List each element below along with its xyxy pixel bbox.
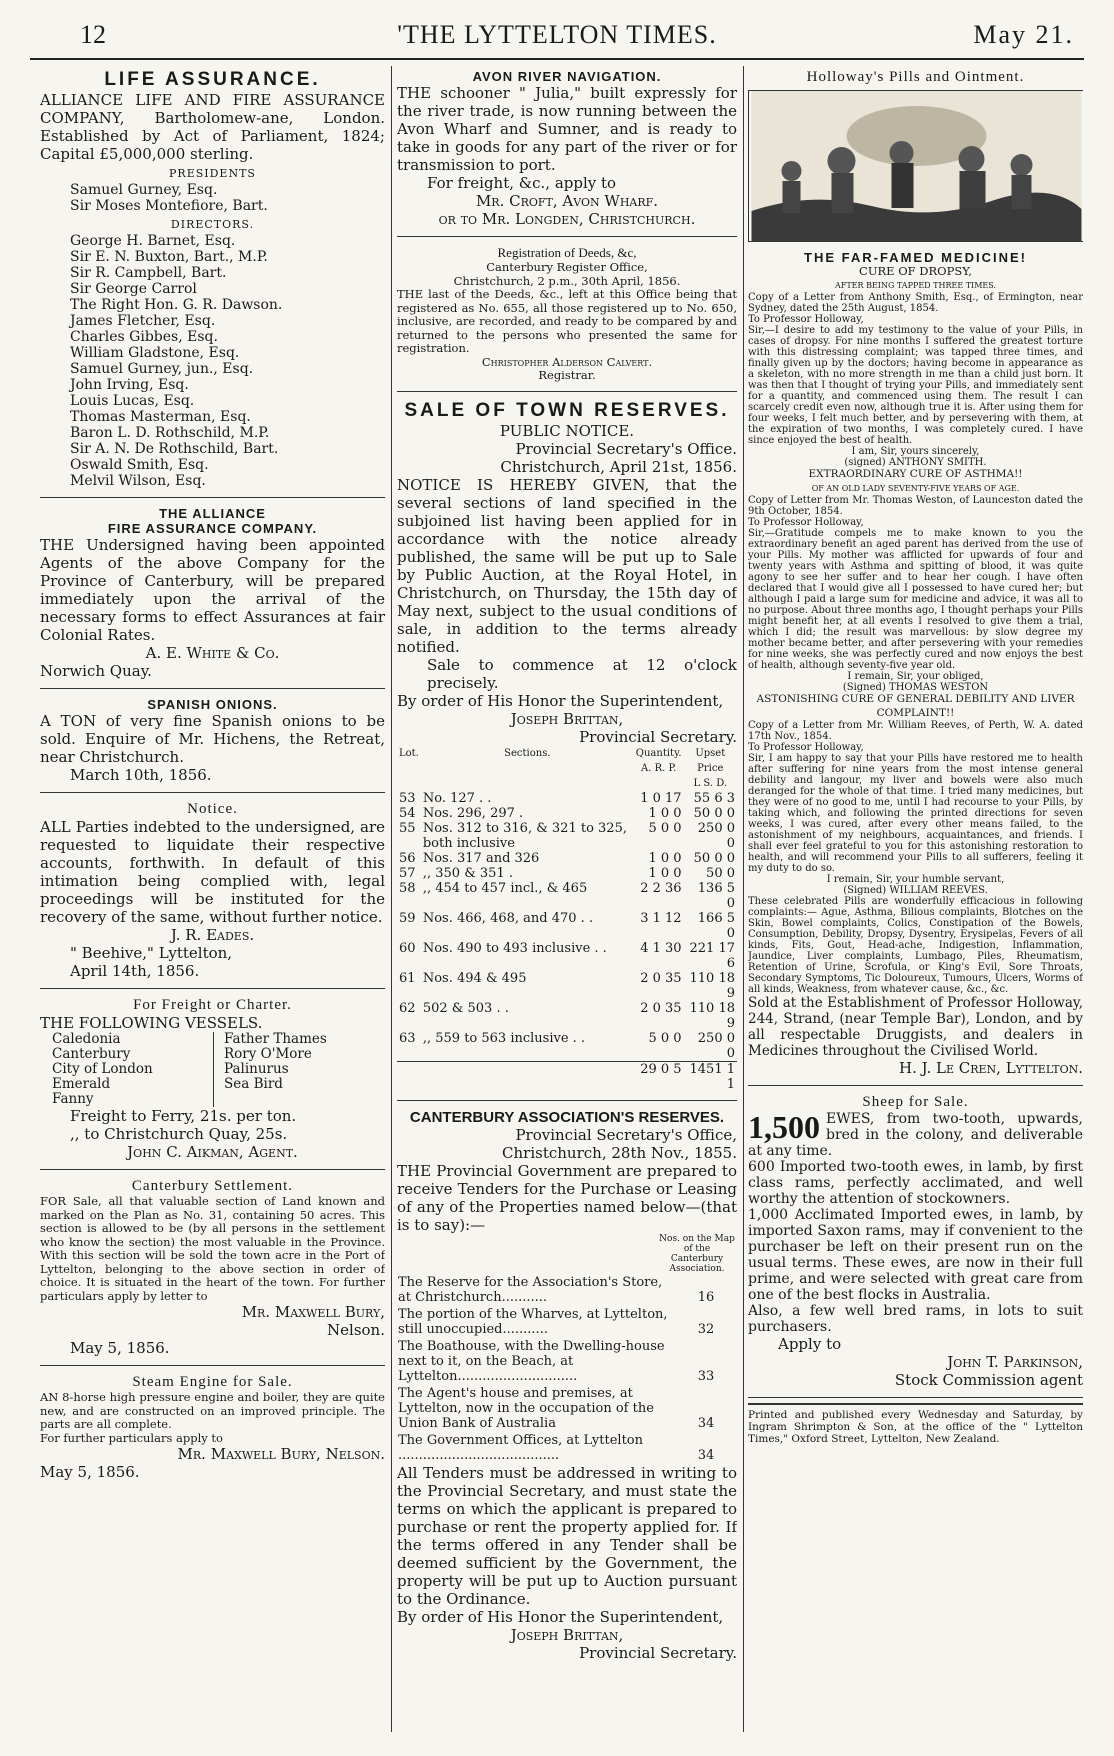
column-1 <box>40 66 385 1736</box>
table-header <box>397 746 737 791</box>
ad-body: 1,500 EWES, from two-tooth, upwards, bred in the colony, and deliverable at any time. <box>748 1109 1083 1159</box>
ad-signer: Mr. Maxwell Bury, Nelson. <box>177 1445 385 1463</box>
lots-table <box>397 746 737 1092</box>
ad-body: ALLIANCE LIFE AND FIRE ASSURANCE COMPANY, Bartholomew-ane, London. Established by Act of Parliament, 1824; Capital £5,000,000 sterling. <box>40 91 385 163</box>
ad-body: A TON of very fine Spanish onions to be sold. Enquire of Mr. Hichens, the Retreat, near Christchurch. <box>40 712 385 766</box>
ad-body: AN 8-horse high pressure engine and boiler, they are quite new, and are constructed on an improved principle. The parts are all complete. <box>40 1390 385 1431</box>
table-row: 53 No. 127 . . 1 0 17 55 6 3 <box>399 790 735 806</box>
table-row: The Reserve for the Association's Store, at Christchurch........... 16 <box>398 1274 715 1305</box>
name-line: Thomas Masterman, Esq. <box>70 409 251 425</box>
col-sections: Sections. <box>504 747 551 759</box>
directors-list <box>40 233 385 489</box>
table-row: The portion of the Wharves, at Lyttelton, still unoccupied........... 32 <box>398 1306 715 1337</box>
name-line: Sir E. N. Buxton, Bart., M.P. <box>70 249 268 265</box>
ad-body: 1,000 Acclimated Imported ewes, in lamb, by imported Saxon rams, may if convenient to the purchaser be left on their present run on the usual terms. These ewes, are now in their full prime, and were selected with great care from one of the best flocks in Australia. <box>748 1207 1083 1303</box>
table-row: The Agent's house and premises, at Lyttelton, now in the occupation of the Union Bank of Australia 34 <box>398 1385 715 1431</box>
ad-heading: Registration of Deeds, &c, <box>497 245 637 260</box>
newspaper-title: 'THE LYTTELTON TIMES. <box>397 20 717 49</box>
commence-line: Sale to commence at 12 o'clock precisely. <box>427 655 737 692</box>
ad-apply: Apply to <box>778 1335 842 1353</box>
ad-apply: For freight, &c., apply to <box>427 174 617 192</box>
testimonial-close: I remain, Sir, your obliged, <box>847 671 984 682</box>
ad-subheading: FIRE ASSURANCE COMPANY. <box>107 521 318 536</box>
printer-imprint: Printed and published every Wednesday and Saturday, by Ingram Shrimpton & Son, at the office of the " Lyttelton Times," Oxford Street, Lyttelton, New Zealand. <box>748 1403 1083 1445</box>
ewe-count: 1,500 <box>748 1109 820 1145</box>
vessel-name: Caledonia <box>52 1031 121 1047</box>
name-line: John Irving, Esq. <box>70 377 189 393</box>
ad-body: Also, a few well bred rams, in lots to suit purchasers. <box>748 1303 1083 1335</box>
ad-heading: SALE OF TOWN RESERVES. <box>404 399 730 421</box>
ad-body: THE Undersigned having been appointed Agents of the above Company for the Province of Canterbury, will be prepared immediately upon the arrival of the necessary forms to effect Assurances at fair Colonial Rates. <box>40 536 385 644</box>
testimonial-heading: EXTRAORDINARY CURE OF ASTHMA!! <box>808 468 1023 480</box>
vessel-name: Rory O'More <box>224 1046 312 1062</box>
col-upset-price: Upset Price L S. D. <box>693 747 728 789</box>
column-3 <box>748 66 1083 1736</box>
map-col-label: Nos. on the Map of the Canterbury Association. <box>659 1233 735 1274</box>
ad-heading: Sheep for Sale. <box>862 1094 969 1110</box>
testimonial-salutation: To Professor Holloway, <box>748 517 864 528</box>
presidents-list <box>40 182 385 214</box>
ad-title: Provincial Secretary. <box>579 1643 737 1662</box>
testimonial-heading: ASTONISHING CURE OF GENERAL DEBILITY AND LIVER COMPLAINT!! <box>756 693 1075 719</box>
office-line: Canterbury Register Office, <box>486 260 648 274</box>
column-divider <box>391 66 392 1732</box>
engraving-illustration <box>748 90 1083 242</box>
col-lot: Lot. <box>399 747 419 759</box>
issue-date: May 21. <box>973 20 1074 49</box>
testimonial-intro: Copy of a Letter from Mr. William Reeves, of Perth, W. A. dated 17th Nov., 1854. <box>748 720 1083 742</box>
vessel-name: Palinurus <box>224 1061 289 1077</box>
testimonial-intro: Copy of Letter from Mr. Thomas Weston, of Launceston dated the 9th October, 1854. <box>748 495 1083 517</box>
testimonial-salutation: To Professor Holloway, <box>748 742 864 753</box>
name-line: Sir Moses Montefiore, Bart. <box>70 198 268 214</box>
ad-date: March 10th, 1856. <box>70 766 212 784</box>
ad-title: Stock Commission agent <box>894 1371 1083 1389</box>
ad-place: " Beehive," Lyttelton, <box>70 944 233 962</box>
ad-apply: For further particulars apply to <box>40 1430 223 1445</box>
freight-rate: Freight to Ferry, 21s. per ton. <box>70 1107 297 1125</box>
steam-engine-ad <box>40 1371 385 1489</box>
presidents-label: PRESIDENTS <box>169 167 256 180</box>
column-divider <box>743 66 744 1732</box>
testimonial-body: Sir,—Gratitude compels me to make known to you the extraordinary benefit an aged parent has derived from the use of your Pills. My mother was afflicted for upwards of four and twenty years with Asthma and spitting of blood, it was quite agony to see her suffer and to hear her cough. I have often declared that I would give all I possessed to have cured her; but although I paid a large sum for medicine and advice, it was all to no purpose. About three months ago, I thought perhaps your Pills might benefit her, at all events I resolved to give them a trial, which I did; the result was marvellous: by slow degree my mother became better, and after persevering with your remedies for nine weeks, she was perfectly cured and now enjoys the best of health, although seventy-five year old. <box>748 528 1083 671</box>
contact-line: Mr. Croft, Avon Wharf. <box>475 192 659 210</box>
ad-place: Norwich Quay. <box>40 662 152 680</box>
name-line: Baron L. D. Rothschild, M.P. <box>70 425 270 441</box>
column-2 <box>397 66 737 1736</box>
vessel-name: City of London <box>52 1061 153 1077</box>
ad-heading: CANTERBURY ASSOCIATION'S RESERVES. <box>409 1108 725 1126</box>
name-line: Sir A. N. De Rothschild, Bart. <box>70 441 279 457</box>
ad-signer: Mr. Maxwell Bury, <box>241 1303 385 1321</box>
holloway-ad <box>748 66 1083 1086</box>
name-line: Samuel Gurney, jun., Esq. <box>70 361 254 377</box>
ad-signer: John T. Parkinson, <box>947 1353 1083 1371</box>
registration-deeds-ad <box>397 242 737 392</box>
ad-heading: LIFE ASSURANCE. <box>104 69 321 90</box>
table-row: 59 Nos. 466, 468, and 470 . . 3 1 12 166 5 0 <box>399 910 735 941</box>
table-row: 58 ,, 454 to 457 incl., & 465 2 2 36 136 5 0 <box>399 880 735 911</box>
ad-heading: Steam Engine for Sale. <box>132 1374 293 1390</box>
ad-body: FOR Sale, all that valuable section of Land known and marked on the Plan as No. 31, containing 50 acres. This section is allowed to be (by all persons in the settlement who know the section) the most valuable in the Province. With this section will be sold the town acre in the Port of Lyttelton, belonging to the above section in order of choice. It is situated in the heart of the town. For further particulars apply by letter to <box>40 1194 385 1303</box>
table-row: 55 Nos. 312 to 316, & 321 to 325, both inclusive 5 0 0 250 0 0 <box>399 820 735 851</box>
tagline: THE FAR-FAMED MEDICINE! <box>804 250 1027 265</box>
table-total-row: 29 0 5 1451 1 1 <box>397 1061 737 1092</box>
vessel-name: Father Thames <box>224 1031 327 1047</box>
ad-place: Nelson. <box>327 1321 385 1339</box>
name-line: Oswald Smith, Esq. <box>70 457 209 473</box>
ad-title: Provincial Secretary. <box>579 727 737 746</box>
vessel-list <box>40 1032 385 1107</box>
testimonial-subheading: AFTER BEING TAPPED THREE TIMES. <box>835 280 996 290</box>
vessel-list-left <box>52 1032 214 1107</box>
ad-subheading: PUBLIC NOTICE. <box>499 421 635 440</box>
ad-signer: Joseph Brittan, <box>510 1625 624 1644</box>
testimonial-sign: (Signed) WILLIAM REEVES. <box>843 885 988 896</box>
ad-title: Registrar. <box>538 368 596 382</box>
table-row: 61 Nos. 494 & 495 2 0 35 110 18 9 <box>399 970 735 1001</box>
association-reserves-ad <box>397 1106 737 1670</box>
table-row: 56 Nos. 317 and 326 1 0 0 50 0 0 <box>399 850 735 866</box>
testimonial-subheading: OF AN OLD LADY SEVENTY-FIVE YEARS OF AGE. <box>811 483 1020 493</box>
ad-date: April 14th, 1856. <box>70 962 200 980</box>
testimonial-sign: (Signed) THOMAS WESTON <box>842 682 989 693</box>
ad-heading: Canterbury Settlement. <box>131 1178 294 1194</box>
ad-heading: SPANISH ONIONS. <box>147 697 278 712</box>
testimonial-body: Sir,—I desire to add my testimony to the value of your Pills, in cases of dropsy. For nine months I suffered the greatest torture with this distressing complaint; was tapped three times, and finally given up by the doctors; having become in appearance as a skeleton, with no more strength in me than a child just born. It was then that I thought of trying your Pills, and immediately sent for a quantity, and commenced using them. The result I can scarcely credit even now, although true it is. After using them for four weeks, I felt much better, and by persevering with them, at the expiration of two months, I was completely cured. I have since enjoyed the best of health. <box>748 325 1083 446</box>
testimonial-sign: (signed) ANTHONY SMITH. <box>844 457 987 468</box>
ad-date: May 5, 1856. <box>70 1339 170 1357</box>
vessel-name: Fanny <box>52 1091 94 1107</box>
complaints-list: These celebrated Pills are wonderfully efficacious in following complaints:— Ague, Asthma, Bilious complaints, Blotches on the Skin, Bowel complaints, Colics, Constipation of the Bowels, Consumption, Debility, Dropsy, Dysentry, Erysipelas, Fevers of all kinds, Fits, Gout, Head-ache, Indigestion, Inflammation, Jaundice, Liver complaints, Lumbago, Piles, Rheumatism, Retention of Urine, Scrofula, or King's Evil, Sore Throats, Secondary Symptoms, Tic Doloureux, Tumours, Ulcers, Worms of all kinds, Weakness, from whatever cause, &c., &c. <box>748 896 1083 995</box>
testimonial-heading: CURE OF DROPSY, <box>859 264 972 278</box>
freight-charter-ad <box>40 994 385 1170</box>
tenders-body: All Tenders must be addressed in writing to the Provincial Secretary, and must state the terms on which the applicant is prepared to purchase or rent the property applied for. If the terms offered in any Tender shall be deemed sufficient by the Government, the property will be put up to Auction pursuant to the Ordinance. <box>397 1463 737 1608</box>
ad-signer: J. R. Eades. <box>170 926 255 944</box>
table-row: The Government Offices, at Lyttelton ....................................... 34 <box>398 1432 715 1463</box>
col-quantity: Quantity. A. R. P. <box>635 747 682 774</box>
fire-assurance-ad <box>40 503 385 689</box>
name-line: Melvil Wilson, Esq. <box>70 473 206 489</box>
ad-signer: Christopher Alderson Calvert. <box>481 354 653 369</box>
vessel-name: Emerald <box>52 1076 111 1092</box>
vessels-lead: THE FOLLOWING VESSELS. <box>40 1014 263 1032</box>
canterbury-settlement-ad <box>40 1175 385 1366</box>
order-line: By order of His Honor the Superintendent, <box>397 691 724 710</box>
office-line: Provincial Secretary's Office, <box>515 1125 737 1144</box>
testimonial-salutation: To Professor Holloway, <box>748 314 864 325</box>
testimonial-intro: Copy of a Letter from Anthony Smith, Esq., of Ermington, near Sydney, dated the 25th August, 1854. <box>748 292 1083 314</box>
ad-heading: THE ALLIANCE <box>159 506 266 521</box>
ad-body: 600 Imported two-tooth ewes, in lamb, by first class rams, perfectly acclimated, and well worthy the attention of stockowners. <box>748 1159 1083 1207</box>
vessel-name: Canterbury <box>52 1046 131 1062</box>
ad-signer: Joseph Brittan, <box>510 709 624 728</box>
testimonial-body: Sir, I am happy to say that your Pills have restored me to health after suffering for nine years from the most intense general debility and langour, my liver and bowels were also much deranged for the whole of that time. I tried many medicines, but they were of no good to me, until I had recourse to your Pills, by taking which, and following the printed directions for seven weeks, I was cured, after every other means failed, to the astonishment of my neighbours, acquaintances, and friends. I shall ever feel grateful to you for this astonishing restoration to health, and will recommend your Pills to all sufferers, feeling it my duty to do so. <box>748 753 1083 874</box>
life-assurance-ad <box>40 66 385 498</box>
table-row: 54 Nos. 296, 297 . 1 0 0 50 0 0 <box>399 805 735 821</box>
ad-heading: Holloway's Pills and Ointment. <box>806 69 1025 85</box>
name-line: James Fletcher, Esq. <box>70 313 216 329</box>
name-line: Sir R. Campbell, Bart. <box>70 265 227 281</box>
name-line: Sir George Carrol <box>70 281 197 297</box>
table-row: 63 ,, 559 to 563 inclusive . . 5 0 0 250 0 0 <box>399 1030 735 1061</box>
sheep-sale-ad <box>748 1091 1083 1398</box>
ad-heading: Notice. <box>187 801 238 817</box>
spanish-onions-ad <box>40 694 385 793</box>
name-line: Louis Lucas, Esq. <box>70 393 195 409</box>
vessel-name: Sea Bird <box>224 1076 283 1092</box>
page-number: 12 <box>80 20 106 49</box>
avon-river-ad <box>397 66 737 237</box>
name-line: William Gladstone, Esq. <box>70 345 240 361</box>
ad-signer: John C. Aikman, Agent. <box>127 1143 298 1161</box>
ad-agent: H. J. Le Cren, Lyttelton. <box>899 1059 1083 1077</box>
table-row: 62 502 & 503 . . 2 0 35 110 18 9 <box>399 1000 735 1031</box>
vessel-list-right <box>224 1032 385 1107</box>
name-line: The Right Hon. G. R. Dawson. <box>70 297 283 313</box>
sold-at: Sold at the Establishment of Professor Holloway, 244, Strand, (near Temple Bar), London, and by all respectable Druggists, and dealers in Medicines throughout the Civilised World. <box>748 995 1083 1059</box>
properties-table <box>397 1274 737 1464</box>
ad-body: THE last of the Deeds, &c., left at this Office being that registered as No. 655, all those registered up to No. 650, inclusive, are recorded, and ready to be compared by and returned to the persons who presented the same for registration. <box>397 287 737 355</box>
ad-body: ALL Parties indebted to the undersigned, are requested to liquidate their respective accounts, forthwith. In default of this intimation being complied with, legal proceedings will be instituted for the recovery of the same, without further notice. <box>40 818 385 926</box>
ad-body: NOTICE IS HEREBY GIVEN, that the several sections of land specified in the subjoined list having been applied for in accordance with the notice already published, the same will be put up to Sale by Public Auction, at the Royal Hotel, in Christchurch, on Thursday, the 15th day of May next, subject to the usual conditions of sale, in addition to the terms already notified. <box>397 475 737 656</box>
masthead <box>30 18 1084 60</box>
name-line: Charles Gibbes, Esq. <box>70 329 218 345</box>
table-row: 60 Nos. 490 to 493 inclusive . . 4 1 30 221 17 6 <box>399 940 735 971</box>
name-line: Samuel Gurney, Esq. <box>70 182 218 198</box>
ad-body: THE Provincial Government are prepared to receive Tenders for the Purchase or Leasing of any of the Properties named below—(that is to say):— <box>397 1161 737 1234</box>
table-row: 57 ,, 350 & 351 . 1 0 0 50 0 <box>399 865 735 881</box>
dateline: Christchurch, 28th Nov., 1855. <box>502 1143 737 1162</box>
ad-heading: AVON RIVER NAVIGATION. <box>472 69 662 84</box>
dateline: Christchurch, 2 p.m., 30th April, 1856. <box>453 273 681 288</box>
testimonial-close: I remain, Sir, your humble servant, <box>826 874 1005 885</box>
ad-signer: A. E. White & Co. <box>145 644 280 662</box>
ad-body: THE schooner " Julia," built expressly for the river trade, is now running between the Avon Wharf and Sumner, and is ready to take in goods for any part of the river or for transmission to port. <box>397 84 737 174</box>
contact-line: or to Mr. Longden, Christchurch. <box>438 210 696 228</box>
town-reserves-ad <box>397 397 737 1101</box>
testimonial-close: I am, Sir, yours sincerely, <box>851 446 980 457</box>
freight-rate: ,, to Christchurch Quay, 25s. <box>70 1125 288 1143</box>
order-line: By order of His Honor the Superintendent, <box>397 1607 724 1626</box>
ad-heading: For Freight or Charter. <box>133 997 292 1013</box>
table-row: The Boathouse, with the Dwelling-house next to it, on the Beach, at Lyttelton............................. 33 <box>398 1338 715 1384</box>
ad-date: May 5, 1856. <box>40 1463 140 1481</box>
directors-label: DIRECTORS. <box>170 218 255 231</box>
name-line: George H. Barnet, Esq. <box>70 233 236 249</box>
notice-ad <box>40 798 385 989</box>
dateline: Christchurch, April 21st, 1856. <box>500 457 737 476</box>
office-line: Provincial Secretary's Office. <box>515 439 737 458</box>
